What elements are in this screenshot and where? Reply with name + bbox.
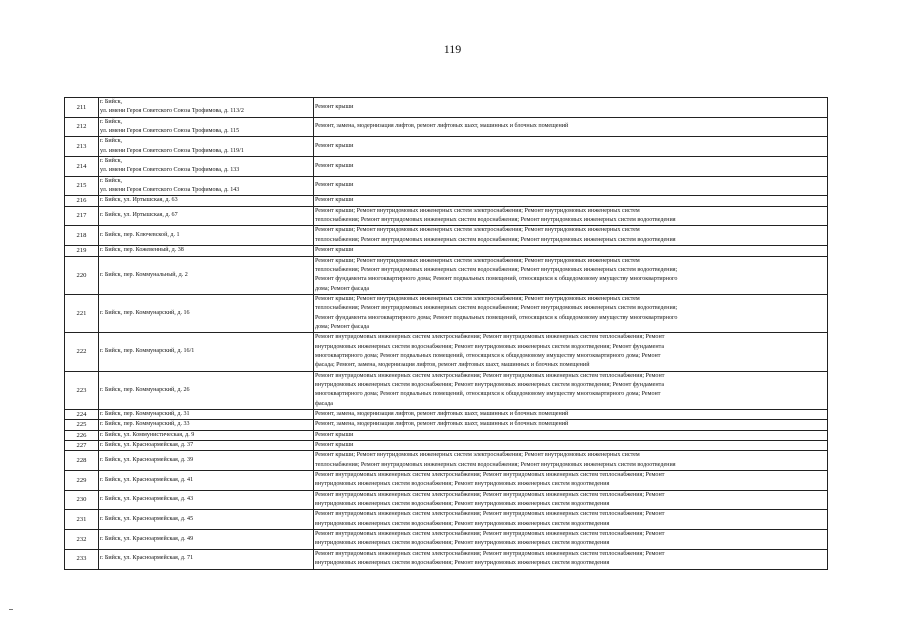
row-work-types: Ремонт крыши; Ремонт внутридомовых инженерных систем электроснабжения; Ремонт внутридомовых инженерных систем теплоснабжения; Ремонт внутридомовых инженерных систем водоснабжения; Ремонт внутридомовых инженерных систем водоотведения; Ремонт фундамента многоквартирного дома; Ремонт подвальных помещений, относящихся к общедомовому имуществу многоквартирного дома; Ремонт фасада <box>314 256 828 294</box>
row-address: г. Бийск, ул. Красноармейская, д. 39 <box>99 451 314 471</box>
table-row <box>65 530 828 550</box>
table-row <box>65 246 828 256</box>
row-number: 221 <box>65 294 99 332</box>
row-work-types: Ремонт, замена, модернизация лифтов, ремонт лифтовых шахт, машинных и блочных помещений <box>314 410 828 420</box>
row-number: 226 <box>65 430 99 440</box>
row-address: г. Бийск, ул. Иртышская, д. 67 <box>99 206 314 226</box>
row-number: 223 <box>65 371 99 409</box>
row-work-types: Ремонт крыши <box>314 430 828 440</box>
table-row <box>65 333 828 371</box>
table-row <box>65 294 828 332</box>
table-row <box>65 490 828 510</box>
row-work-types: Ремонт крыши <box>314 246 828 256</box>
table-row <box>65 471 828 491</box>
repair-registry-table <box>64 97 828 570</box>
row-number: 229 <box>65 471 99 491</box>
table-row <box>65 137 828 157</box>
row-address: г. Бийск, ул. Красноармейская, д. 41 <box>99 471 314 491</box>
row-work-types: Ремонт крыши <box>314 441 828 451</box>
row-address: г. Бийск, ул. имени Героя Советского Союза Трофимова, д. 115 <box>99 117 314 137</box>
table-row <box>65 371 828 409</box>
row-address: г. Бийск, пер. Коммунарский, д. 31 <box>99 410 314 420</box>
row-address: г. Бийск, пер. Коммунарский, д. 16/1 <box>99 333 314 371</box>
table-row <box>65 410 828 420</box>
row-work-types: Ремонт крыши <box>314 157 828 177</box>
row-number: 213 <box>65 137 99 157</box>
row-work-types: Ремонт крыши <box>314 176 828 196</box>
row-number: 219 <box>65 246 99 256</box>
row-number: 224 <box>65 410 99 420</box>
row-number: 228 <box>65 451 99 471</box>
table-row <box>65 196 828 206</box>
row-number: 218 <box>65 226 99 246</box>
row-address: г. Бийск, пер. Ключевской, д. 1 <box>99 226 314 246</box>
row-number: 227 <box>65 441 99 451</box>
row-number: 212 <box>65 117 99 137</box>
row-work-types: Ремонт внутридомовых инженерных систем электроснабжения; Ремонт внутридомовых инженерных систем теплоснабжения; Ремонт внутридомовых инженерных систем водоснабжения; Ремонт внутридомовых инженерных систем водоотведения <box>314 549 828 569</box>
row-number: 233 <box>65 549 99 569</box>
page-edge-mark <box>9 609 13 610</box>
row-number: 220 <box>65 256 99 294</box>
table-row <box>65 510 828 530</box>
row-address: г. Бийск, пер. Коммунарский, д. 26 <box>99 371 314 409</box>
row-work-types: Ремонт внутридомовых инженерных систем электроснабжения; Ремонт внутридомовых инженерных систем теплоснабжения; Ремонт внутридомовых инженерных систем водоснабжения; Ремонт внутридомовых инженерных систем водоотведения <box>314 471 828 491</box>
row-work-types: Ремонт внутридомовых инженерных систем электроснабжения; Ремонт внутридомовых инженерных систем теплоснабжения; Ремонт внутридомовых инженерных систем водоснабжения; Ремонт внутридомовых инженерных систем водоотведения; Ремонт фундамента многоквартирного дома; Ремонт подвальных помещений, относящихся к общедомовому имуществу многоквартирного дома; Ремонт фасада; Ремонт, замена, модернизация лифтов, ремонт лифтовых шахт, машинных и блочных помещений <box>314 333 828 371</box>
row-work-types: Ремонт крыши; Ремонт внутридомовых инженерных систем электроснабжения; Ремонт внутридомовых инженерных систем теплоснабжения; Ремонт внутридомовых инженерных систем водоснабжения; Ремонт внутридомовых инженерных систем водоотведения <box>314 206 828 226</box>
page-number: 119 <box>443 42 462 56</box>
row-address: г. Бийск, ул. Красноармейская, д. 37 <box>99 441 314 451</box>
row-work-types: Ремонт, замена, модернизация лифтов, ремонт лифтовых шахт, машинных и блочных помещений <box>314 420 828 430</box>
row-address: г. Бийск, ул. Красноармейская, д. 43 <box>99 490 314 510</box>
table-row <box>65 226 828 246</box>
table-row <box>65 441 828 451</box>
row-work-types: Ремонт крыши <box>314 98 828 118</box>
row-address: г. Бийск, ул. имени Героя Советского Союза Трофимова, д. 113/2 <box>99 98 314 118</box>
row-number: 217 <box>65 206 99 226</box>
table-row <box>65 117 828 137</box>
row-address: г. Бийск, ул. Иртышская, д. 63 <box>99 196 314 206</box>
row-work-types: Ремонт крыши; Ремонт внутридомовых инженерных систем электроснабжения; Ремонт внутридомовых инженерных систем теплоснабжения; Ремонт внутридомовых инженерных систем водоснабжения; Ремонт внутридомовых инженерных систем водоотведения; Ремонт фундамента многоквартирного дома; Ремонт подвальных помещений, относящихся к общедомовому имуществу многоквартирного дома; Ремонт фасада <box>314 294 828 332</box>
row-address: г. Бийск, пер. Коммунарский, д. 16 <box>99 294 314 332</box>
row-number: 214 <box>65 157 99 177</box>
row-number: 231 <box>65 510 99 530</box>
row-address: г. Бийск, ул. имени Героя Советского Союза Трофимова, д. 143 <box>99 176 314 196</box>
table-row <box>65 420 828 430</box>
row-address: г. Бийск, ул. Коммунистическая, д. 9 <box>99 430 314 440</box>
row-work-types: Ремонт крыши; Ремонт внутридомовых инженерных систем электроснабжения; Ремонт внутридомовых инженерных систем теплоснабжения; Ремонт внутридомовых инженерных систем водоснабжения; Ремонт внутридомовых инженерных систем водоотведения <box>314 451 828 471</box>
table-row <box>65 256 828 294</box>
row-address: г. Бийск, ул. имени Героя Советского Союза Трофимова, д. 133 <box>99 157 314 177</box>
table-row <box>65 98 828 118</box>
row-work-types: Ремонт внутридомовых инженерных систем электроснабжения; Ремонт внутридомовых инженерных систем теплоснабжения; Ремонт внутридомовых инженерных систем водоснабжения; Ремонт внутридомовых инженерных систем водоотведения <box>314 530 828 550</box>
row-address: г. Бийск, пер. Коммунарский, д. 33 <box>99 420 314 430</box>
row-number: 230 <box>65 490 99 510</box>
table-row <box>65 549 828 569</box>
row-number: 215 <box>65 176 99 196</box>
row-work-types: Ремонт крыши <box>314 196 828 206</box>
row-address: г. Бийск, ул. имени Героя Советского Союза Трофимова, д. 119/1 <box>99 137 314 157</box>
row-number: 211 <box>65 98 99 118</box>
row-number: 216 <box>65 196 99 206</box>
row-work-types: Ремонт крыши <box>314 137 828 157</box>
table-row <box>65 451 828 471</box>
row-address: г. Бийск, ул. Красноармейская, д. 45 <box>99 510 314 530</box>
row-number: 222 <box>65 333 99 371</box>
table-row <box>65 176 828 196</box>
table-row <box>65 206 828 226</box>
row-address: г. Бийск, пер. Коммунальный, д. 2 <box>99 256 314 294</box>
row-number: 232 <box>65 530 99 550</box>
row-work-types: Ремонт внутридомовых инженерных систем электроснабжения; Ремонт внутридомовых инженерных систем теплоснабжения; Ремонт внутридомовых инженерных систем водоснабжения; Ремонт внутридомовых инженерных систем водоотведения <box>314 490 828 510</box>
row-work-types: Ремонт крыши; Ремонт внутридомовых инженерных систем электроснабжения; Ремонт внутридомовых инженерных систем теплоснабжения; Ремонт внутридомовых инженерных систем водоснабжения; Ремонт внутридомовых инженерных систем водоотведения <box>314 226 828 246</box>
row-work-types: Ремонт внутридомовых инженерных систем электроснабжения; Ремонт внутридомовых инженерных систем теплоснабжения; Ремонт внутридомовых инженерных систем водоснабжения; Ремонт внутридомовых инженерных систем водоотведения <box>314 510 828 530</box>
registry-table-body <box>65 98 828 570</box>
row-work-types: Ремонт внутридомовых инженерных систем электроснабжения; Ремонт внутридомовых инженерных систем теплоснабжения; Ремонт внутридомовых инженерных систем водоснабжения; Ремонт внутридомовых инженерных систем водоотведения; Ремонт фундамента многоквартирного дома; Ремонт подвальных помещений, относящихся к общедомовому имуществу многоквартирного дома; Ремонт фасада <box>314 371 828 409</box>
table-row <box>65 430 828 440</box>
row-address: г. Бийск, ул. Красноармейская, д. 49 <box>99 530 314 550</box>
table-row <box>65 157 828 177</box>
row-address: г. Бийск, пер. Кожевенный, д. 38 <box>99 246 314 256</box>
row-address: г. Бийск, ул. Красноармейская, д. 71 <box>99 549 314 569</box>
row-work-types: Ремонт, замена, модернизация лифтов, ремонт лифтовых шахт, машинных и блочных помещений <box>314 117 828 137</box>
row-number: 225 <box>65 420 99 430</box>
